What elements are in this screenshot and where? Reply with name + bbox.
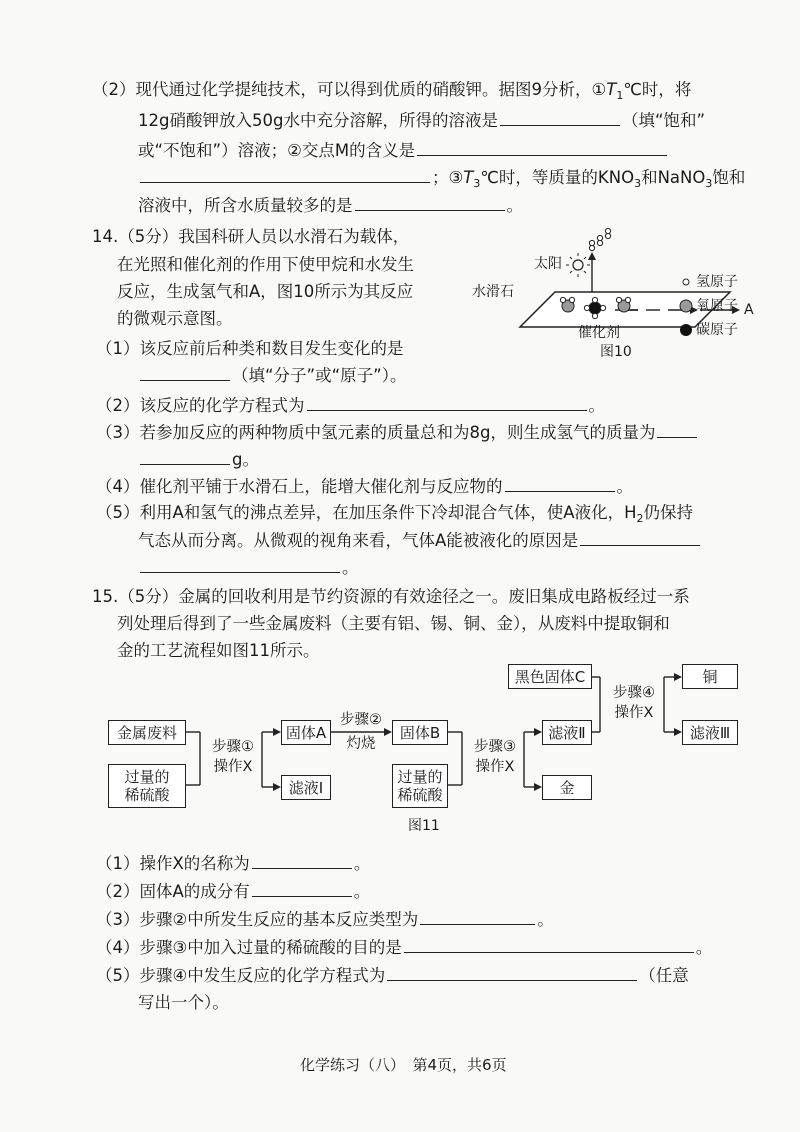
box-filtrate-3: 滤液Ⅲ — [682, 720, 738, 745]
page-footer: 化学练习（八） 第4页，共6页 — [300, 1056, 507, 1074]
box-filtrate-2: 滤液Ⅱ — [542, 720, 592, 745]
answer-blank[interactable] — [140, 556, 340, 573]
q13-2-line5: 溶液中，所含水质量较多的是 。 — [138, 196, 523, 215]
box-filtrate-1: 滤液Ⅰ — [281, 775, 331, 800]
q14-part-1-cont: （填“分子”或“原子”）。 — [138, 364, 406, 387]
answer-blank[interactable] — [404, 936, 694, 953]
box-gold: 金 — [542, 775, 592, 800]
q15-part-3: （3）步骤②中所发生反应的基本反应类型为 。 — [96, 910, 554, 929]
answer-blank[interactable] — [140, 364, 230, 381]
q15-intro-2: 列处理后得到了一些金属废料（主要有铝、锡、铜、金），从废料中提取铜和 — [117, 614, 670, 633]
box-metal-scrap: 金属废料 — [108, 720, 186, 745]
q14-intro-4: 的微观示意图。 — [117, 309, 233, 328]
q14-intro-2: 在光照和催化剂的作用下使甲烷和水发生 — [117, 255, 414, 274]
hydrogen-molecules — [589, 228, 610, 250]
arrow-head — [534, 728, 542, 736]
arrow-head — [674, 728, 682, 736]
legend-carbon-dot — [680, 324, 692, 336]
legend-hydrogen-dot — [683, 279, 689, 285]
q15-part-2: （2）固体A的成分有 。 — [96, 882, 371, 901]
arrow-head — [273, 728, 281, 736]
answer-blank[interactable] — [252, 852, 352, 869]
answer-blank[interactable] — [307, 394, 587, 411]
q14-part-5-line3: 。 — [138, 556, 359, 579]
answer-blank[interactable] — [500, 109, 620, 126]
legend-oxygen-dot — [680, 300, 692, 312]
q15-part-5: （5）步骤④中发生反应的化学方程式为 （任意 — [96, 966, 689, 985]
q14-part-5: （5）利用A和氢气的沸点差异，在加压条件下冷却混合气体，使A液化，$H_2$仍保持 — [96, 503, 693, 525]
box-acid-2: 过量的 稀硫酸 — [392, 764, 448, 808]
box-solid-b: 固体B — [392, 720, 448, 745]
catalyst-label: 催化剂 — [578, 325, 620, 341]
q13-2-line1: （2）现代通过化学提纯技术，可以得到优质的硝酸钾。据图9分析，$①T_1℃$时，将 — [92, 80, 692, 102]
answer-blank[interactable] — [657, 421, 697, 438]
legend-hydrogen: 氢原子 — [696, 274, 738, 290]
legend-carbon: 碳原子 — [696, 322, 738, 338]
answer-blank[interactable] — [420, 908, 535, 925]
sun-icon — [566, 253, 590, 277]
legend-oxygen: 氧原子 — [696, 298, 738, 314]
box-black-solid-c: 黑色固体C — [508, 664, 592, 689]
q14-part-3-cont: g。 — [138, 448, 259, 471]
arrow-head — [273, 783, 281, 791]
q14-part-1: （1）该反应前后种类和数目发生变化的是 — [96, 339, 404, 358]
answer-blank[interactable] — [417, 139, 667, 156]
answer-blank[interactable] — [387, 964, 637, 981]
box-acid-1: 过量的 稀硫酸 — [108, 764, 186, 808]
step-3-label: 步骤③ 操作X — [474, 739, 516, 775]
answer-blank[interactable] — [355, 194, 505, 211]
q13-2-line4: ；$③T_3℃$时，等质量的$KNO_3$和NaNO$_3$饱和 — [138, 166, 745, 191]
q15-intro-1: 15.（5分）金属的回收利用是节约资源的有效途径之一。废旧集成电路板经过一系 — [92, 587, 690, 606]
answer-blank[interactable] — [505, 475, 615, 492]
q14-part-5-line2: 气态从而分离。从微观的视角来看，气体A能被液化的原因是 — [138, 529, 702, 552]
box-copper: 铜 — [682, 664, 738, 689]
q15-part-1: （1）操作X的名称为 。 — [96, 854, 371, 873]
q13-2-line2: 12g硝酸钾放入50g水中充分溶解，所得的溶液是 （填“饱和” — [138, 111, 706, 130]
q15-part-4: （4）步骤③中加入过量的稀硫酸的目的是 。 — [96, 938, 713, 957]
figure-11-caption: 图11 — [408, 818, 440, 834]
figure-10 — [460, 226, 780, 360]
product-a-label: A — [744, 302, 754, 318]
q14-part-2: （2）该反应的化学方程式为 。 — [96, 396, 605, 415]
arrow-head — [384, 728, 392, 736]
figure-10-caption: 图10 — [600, 344, 632, 360]
answer-blank[interactable] — [140, 448, 230, 465]
answer-blank[interactable] — [252, 880, 352, 897]
answer-blank[interactable] — [580, 529, 700, 546]
q15-intro-3: 金的工艺流程如图11所示。 — [117, 641, 320, 660]
box-solid-a: 固体A — [281, 720, 331, 745]
q14-part-4: （4）催化剂平铺于水滑石上，能增大催化剂与反应物的 。 — [96, 477, 633, 496]
support-label: 水滑石 — [472, 284, 514, 300]
answer-blank[interactable] — [140, 166, 430, 183]
arrow-head — [674, 673, 682, 681]
step-1-label: 步骤① 操作X — [212, 739, 254, 775]
sun-label: 太阳 — [534, 256, 562, 272]
step-2-label: 步骤② 灼烧 — [340, 712, 382, 752]
q14-part-3: （3）若参加反应的两种物质中氢元素的质量总和为8g，则生成氢气的质量为 — [96, 421, 699, 444]
q13-2-line3: 或“不饱和”）溶液；②交点M的含义是 — [138, 139, 669, 162]
arrow-head — [534, 783, 542, 791]
q14-intro-3: 反应，生成氢气和A，图10所示为其反应 — [117, 282, 414, 301]
q15-part-5-line2: 写出一个）。 — [138, 993, 229, 1012]
q14-intro-1: 14.（5分）我国科研人员以水滑石为载体， — [92, 227, 410, 246]
step-4-label: 步骤④ 操作X — [613, 685, 655, 721]
